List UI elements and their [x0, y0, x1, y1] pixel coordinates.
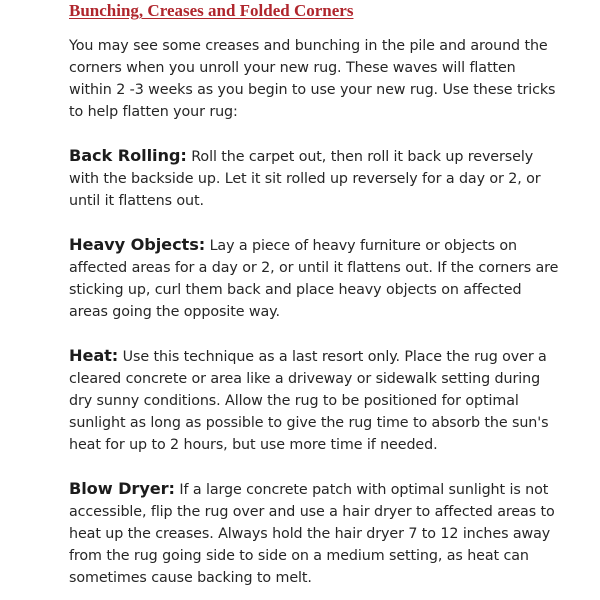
section-text: If a large concrete patch with optimal sunlight is not accessible, flip the rug over and use a hair dryer to affected areas to heat up the creases. Always hold the hair dryer 7 to 12 inches away from the rug going side to side on a medium setting, as heat can sometimes cause backing to melt. [69, 482, 555, 586]
section-heavy-objects [69, 234, 560, 323]
section-text: Roll the carpet out, then roll it back up reversely with the backside up. Let it sit rolled up reversely for a day or 2, or until it flattens out. [69, 149, 541, 209]
page-title: Bunching, Creases and Folded Corners [69, 1, 354, 20]
section-blow-dryer [69, 478, 560, 589]
section-term: Blow Dryer: [69, 479, 175, 498]
section-heat [69, 345, 560, 456]
section-term: Heat: [69, 346, 119, 365]
section-text: Lay a piece of heavy furniture or objects on affected areas for a day or 2, or until it flattens out. If the corners are sticking up, curl them back and place heavy objects on affected areas going the opposite way. [69, 238, 559, 320]
section-back-rolling [69, 145, 560, 212]
section-term: Back Rolling: [69, 146, 187, 165]
intro-paragraph: You may see some creases and bunching in the pile and around the corners when you unroll your new rug. These waves will flatten within 2 -3 weeks as you begin to use your new rug. Use these tricks to help flatten your rug: [69, 38, 556, 120]
section-text: Use this technique as a last resort only. Place the rug over a cleared concrete or area like a driveway or sidewalk setting during dry sunny conditions. Allow the rug to be positioned for optimal sunlight as long as possible to give the rug time to absorb the sun's heat for up to 2 hours, but use more time if needed. [69, 349, 549, 453]
section-term: Heavy Objects: [69, 235, 206, 254]
